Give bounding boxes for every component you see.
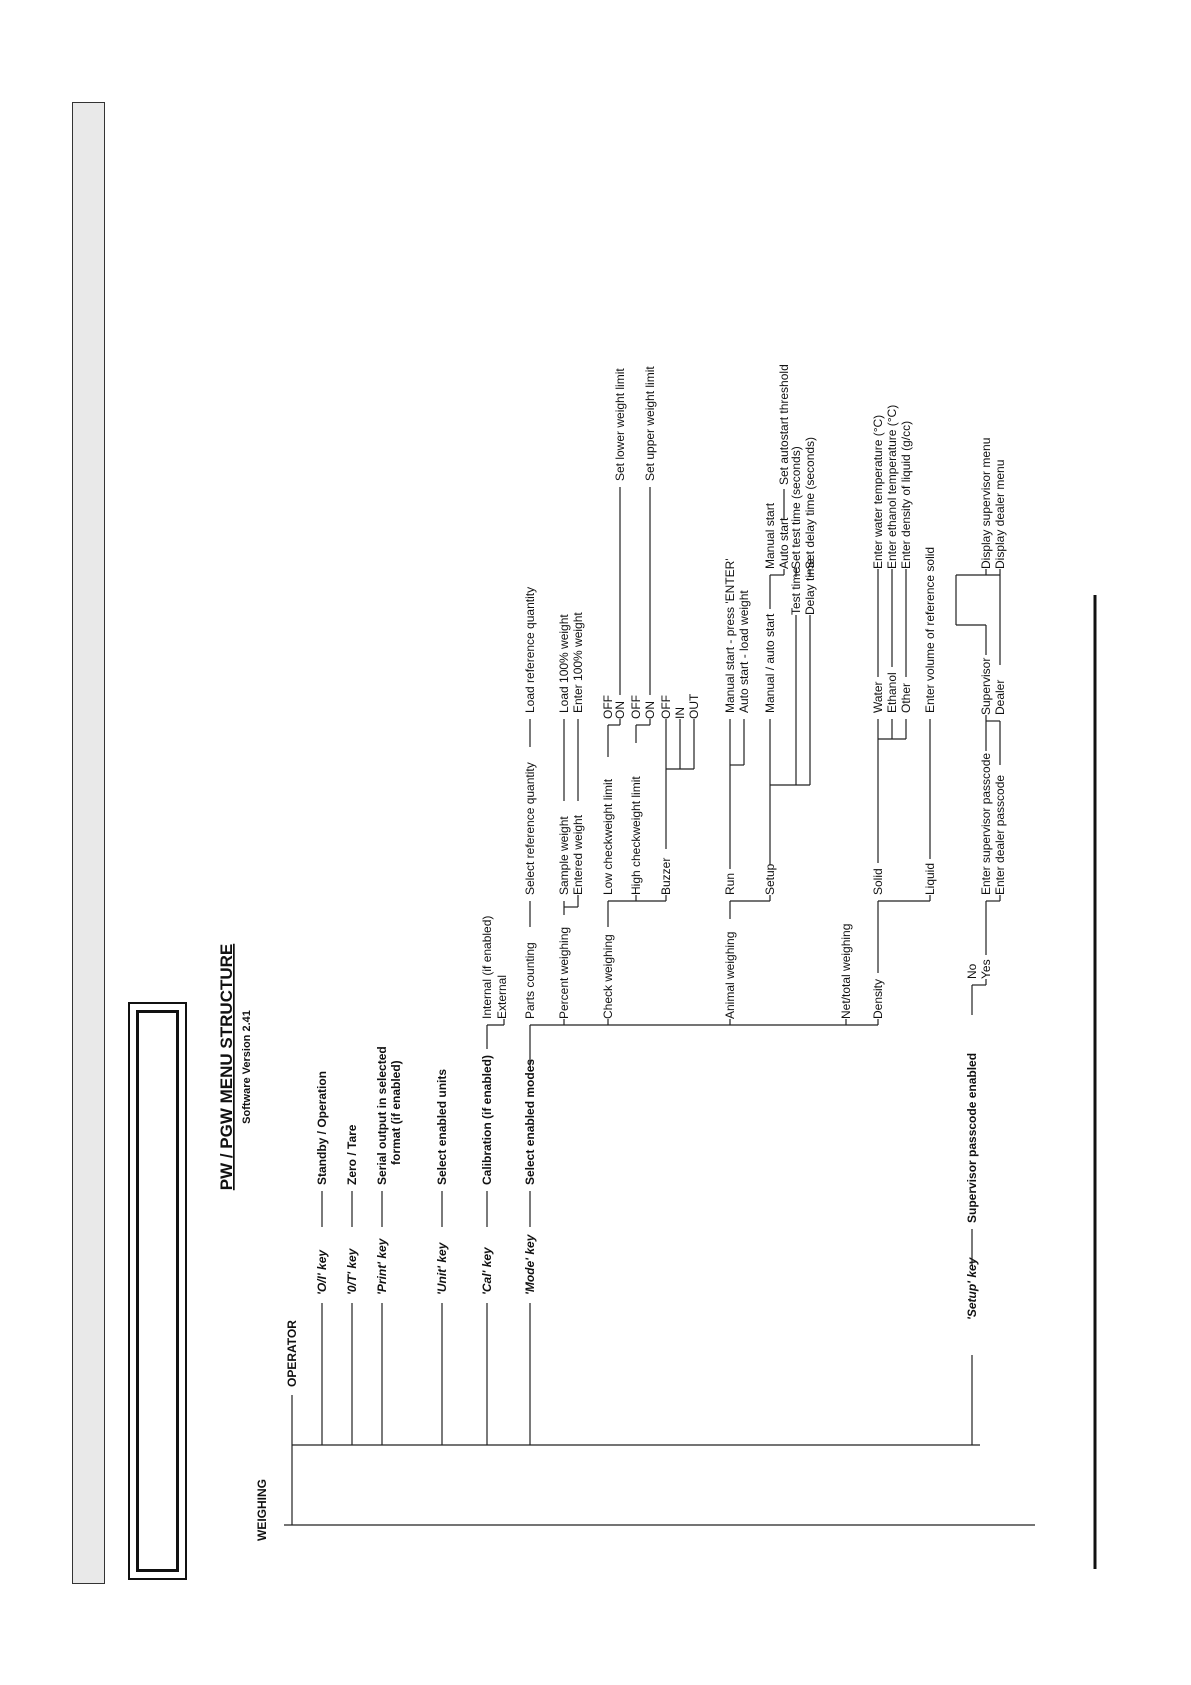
display-dealer-menu: Display dealer menu [993,459,1007,569]
mode-key-label: 'Mode' key [523,1234,537,1295]
animal-setup: Setup [763,863,777,895]
select-units-label: Select enabled units [435,1068,449,1185]
percent-load-100-weight: Load 100% weight [557,614,571,713]
zt-key-label: '0/T' key [345,1248,359,1295]
density-liquid: Liquid [923,862,937,895]
calibration-internal: Internal (if enabled) [480,915,494,1019]
serial-output-label-line2: format (if enabled) [389,1060,403,1165]
mode-parts-counting: Parts counting [523,942,537,1019]
passcode-yes: Yes [979,959,993,979]
cal-key-label: 'Cal' key [480,1247,494,1295]
buzzer-off: OFF [659,695,673,719]
run-manual-start-enter: Manual start - press 'ENTER' [723,558,737,713]
supervisor-option: Supervisor [979,657,993,715]
set-upper-weight-limit: Set upper weight limit [643,366,657,481]
high-on: ON [643,701,657,719]
check-low-limit: Low checkweight limit [601,778,615,895]
enter-density-of-liquid: Enter density of liquid (g/cc) [899,420,913,569]
setup-manual-auto-start: Manual / auto start [763,613,777,713]
solid-water: Water [871,681,885,713]
display-supervisor-menu: Display supervisor menu [979,437,993,569]
buzzer-out: OUT [687,693,701,719]
supervisor-passcode-enabled-label: Supervisor passcode enabled [965,1052,979,1223]
buzzer-in: IN [673,707,687,719]
setup-test-time: Test time [789,566,803,615]
set-autostart-threshold: Set autostart threshold [777,364,791,485]
manual-start: Manual start [763,502,777,569]
animal-run: Run [723,872,737,895]
page-subtitle: Software Version 2.41 [241,1010,253,1124]
root-label: WEIGHING [255,1479,269,1541]
enter-dealer-passcode: Enter dealer passcode [993,774,1007,895]
select-modes-label: Select enabled modes [523,1058,537,1185]
calibration-external: External [495,974,509,1019]
calibration-label: Calibration (if enabled) [480,1054,494,1185]
serial-output-label-line1: Serial output in selected [375,1046,389,1185]
density-solid: Solid [871,868,885,895]
zero-tare-label: Zero / Tare [345,1124,359,1185]
mode-animal-weighing: Animal weighing [723,931,737,1019]
passcode-no: No [965,963,979,979]
enter-supervisor-passcode: Enter supervisor passcode [979,752,993,895]
percent-sample-weight: Sample weight [557,816,571,895]
oi-key-label: 'O/I' key [315,1249,329,1295]
standby-operation-label: Standby / Operation [315,1070,329,1185]
high-off: OFF [629,695,643,719]
enter-water-temperature: Enter water temperature (°C) [871,414,885,569]
print-key-label: 'Print' key [375,1238,389,1295]
parts-load-reference-quantity: Load reference quantity [523,586,537,713]
low-off: OFF [601,695,615,719]
set-lower-weight-limit: Set lower weight limit [613,368,627,481]
set-delay-time-seconds: Set delay time (seconds) [803,436,817,569]
solid-ethanol: Ethanol [885,672,899,713]
unit-key-label: 'Unit' key [435,1242,449,1295]
percent-enter-100-weight: Enter 100% weight [571,612,585,713]
mode-check-weighing: Check weighing [601,934,615,1019]
dealer-option: Dealer [993,679,1007,715]
mode-density: Density [871,978,885,1019]
mode-percent-weighing: Percent weighing [557,926,571,1019]
enter-volume-reference-solid: Enter volume of reference solid [923,546,937,713]
parts-select-reference-quantity: Select reference quantity [523,762,537,895]
run-auto-start-load: Auto start - load weight [737,590,751,713]
solid-other: Other [899,682,913,713]
page-title: PW / PGW MENU STRUCTURE [217,943,236,1191]
enter-ethanol-temperature: Enter ethanol temperature (°C) [885,404,899,569]
percent-entered-weight: Entered weight [571,814,585,895]
mode-net-total-weighing: Net/total weighing [839,923,853,1019]
auto-start: Auto start [777,517,791,569]
set-test-time-seconds: Set test time (seconds) [789,446,803,569]
setup-key-label: 'Setup' key [965,1257,979,1320]
check-high-limit: High checkweight limit [629,776,643,895]
low-on: ON [613,701,627,719]
check-buzzer: Buzzer [659,857,673,895]
setup-delay-time: Delay time [803,558,817,615]
operator-label: OPERATOR [285,1320,299,1387]
